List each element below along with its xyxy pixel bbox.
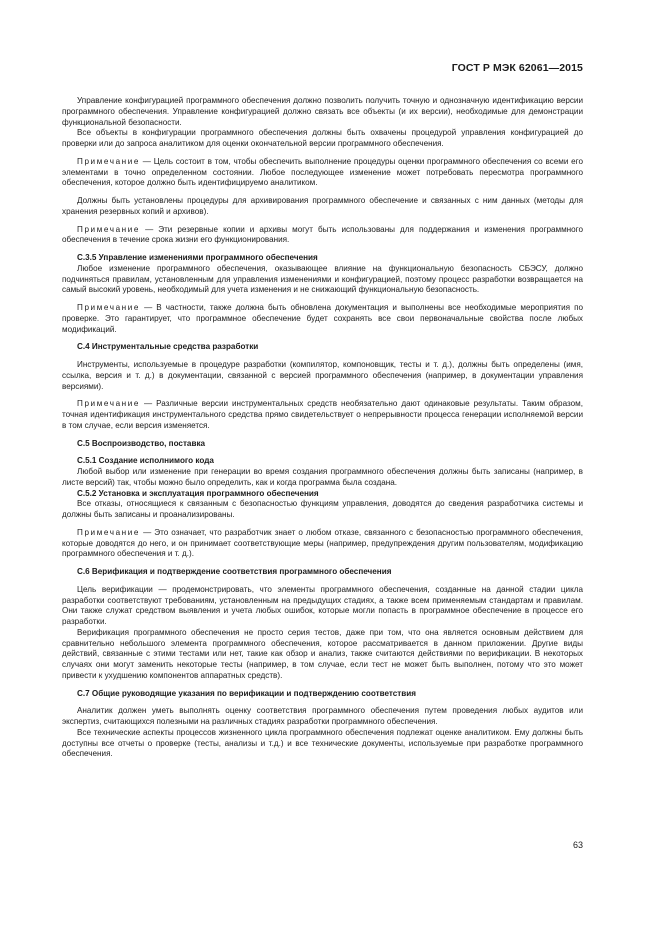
paragraph: Цель верификации — продемонстрировать, что элементы программного обеспечения, созданные на данной стадии цикла разработки соответствуют требованиям, установленным на предыдущих стадиях, а также всем применяемым стандартам и правилам. Они также служат средством выявления и учета любых ошибок, которые могли попасть в программное обеспечение в процессе его разработки. <box>62 584 583 626</box>
section-heading: С.4 Инструментальные средства разработки <box>77 342 259 352</box>
section-heading: С.5.2 Установка и эксплуатация программного обеспечения <box>77 488 319 498</box>
page-body <box>62 96 583 760</box>
section-heading: С.3.5 Управление изменениями программного обеспечения <box>77 253 318 262</box>
note-label: Примечание <box>77 399 141 409</box>
paragraph: Верификация программного обеспечения не просто серия тестов, даже при том, что она является основным действием для сравнительно небольшого элемента программного обеспечения, которое рассматривается в данном приложении. Другие виды действий, связанные с этими тестами или нет, такие как обзор и анализ, также считаются действиями по верификации. В некоторых случаях они могут заменить некоторые тесты (например, в том случае, если тест не может быть выполнен, потому что это может привести к ухудшению компонентов аппаратных средств). <box>62 627 583 680</box>
note <box>62 528 583 560</box>
note-text: — Различные версии инструментальных средств необязательно дают одинаковые результаты. Таким образом, точная идентификация инструментального средства прямо свидетельствует о непрерывности процесса генерации исполняемой версии в том случае, если версия изменяется. <box>62 399 583 430</box>
paragraph: Любой выбор или изменение при генерации во время создания программного обеспечения должны быть записаны (например, в листе версий) так, чтобы можно было определить, как и когда программа была создана. <box>62 467 583 487</box>
note-label: Примечание <box>77 156 141 166</box>
paragraph: Все объекты в конфигурации программного обеспечения должны быть охвачены процедурой управления конфигурацией до проверки или до запроса аналитиком для оценки окончательной версии программного обеспечения. <box>62 128 583 148</box>
page-number: 63 <box>572 840 583 850</box>
section-heading: С.5 Воспроизводство, поставка <box>77 438 206 448</box>
note <box>62 303 583 335</box>
paragraph: Инструменты, используемые в процедуре разработки (компилятор, компоновщик, тесты и т. д.), должны быть определены (имя, ссылка, версия и т. д.) в документации, связанной с версией программного обеспечения (например, в документации управления версиями). <box>62 360 583 391</box>
note <box>62 399 583 431</box>
paragraph: Любое изменение программного обеспечения, оказывающее влияние на функциональную безопасность СБЭСУ, должно подчиняться правилам, установленным для управления изменениями и конфигурацией, поэтому процесс разработки возвращается на самый высокий уровень, необходимый для учета изменения и не снижающий функциональную безопасность. <box>62 263 583 295</box>
note <box>62 225 583 247</box>
paragraph: Управление конфигурацией программного обеспечения должно позволить получить точную и однозначную идентификацию версии программного обеспечения. Управление конфигурацией должно связать все объекты (и их версии), необходимые для демонстрации функциональной безопасности. <box>62 96 583 127</box>
section-heading: С.5.1 Создание исполнимого кода <box>77 456 214 466</box>
paragraph: Аналитик должен уметь выполнять оценку соответствия программного обеспечения путем проведения любых аудитов или экспертиз, считающихся полезными на различных стадиях разработки программного обеспечения. <box>62 706 583 726</box>
note-text: — Цель состоит в том, чтобы обеспечить выполнение процедуры оценки программного обеспечения со всеми его элементами в точно определенном состоянии. Любое последующее изменение может потребовать пересмотра программного обеспечения, которое должно быть идентифицируемо аналитиком. <box>62 156 583 188</box>
note-text: — Эти резервные копии и архивы могут быть использованы для поддержания и изменения программного обеспечения в течение срока жизни его функционирования. <box>62 224 583 245</box>
document-id: ГОСТ Р МЭК 62061—2015 <box>451 62 583 74</box>
note-label: Примечание <box>77 527 141 537</box>
paragraph: Должны быть установлены процедуры для архивирования программного обеспечение и связанных с ним данных (методы для хранения резервных копий и архивов). <box>62 196 583 216</box>
section-heading: С.6 Верификация и подтверждение соответствия программного обеспечения <box>77 567 392 576</box>
section-heading: С.7 Общие руководящие указания по верификации и подтверждению соответствия <box>77 688 416 698</box>
paragraph: Все технические аспекты процессов жизненного цикла программного обеспечения подлежат оценке аналитиком. Ему должны быть доступны все отчеты о проверке (тесты, анализы и т.д.) и все технические документы, используемые при разработке программного обеспечения. <box>62 727 583 759</box>
note-label: Примечание <box>77 224 141 234</box>
note-label: Примечание <box>77 303 141 312</box>
note-text: — Это означает, что разработчик знает о любом отказе, связанного с безопасностью программного обеспечения, которые доводятся до него, и он принимает соответствующие меры (например, предупреждения другим пользователям, модификацию программного обеспечения и т. д.). <box>62 527 583 559</box>
note <box>62 157 583 189</box>
note-text: — В частности, также должна быть обновлена документация и выполнены все необходимые мероприятия по проверке. Это гарантирует, что программное обеспечение будет сохранять все свои первоначальные свойства после любых модификаций. <box>62 303 583 334</box>
paragraph: Все отказы, относящиеся к связанным с безопасностью функциям управления, доводятся до сведения разработчика системы и должны быть записаны и проанализированы. <box>62 499 583 519</box>
